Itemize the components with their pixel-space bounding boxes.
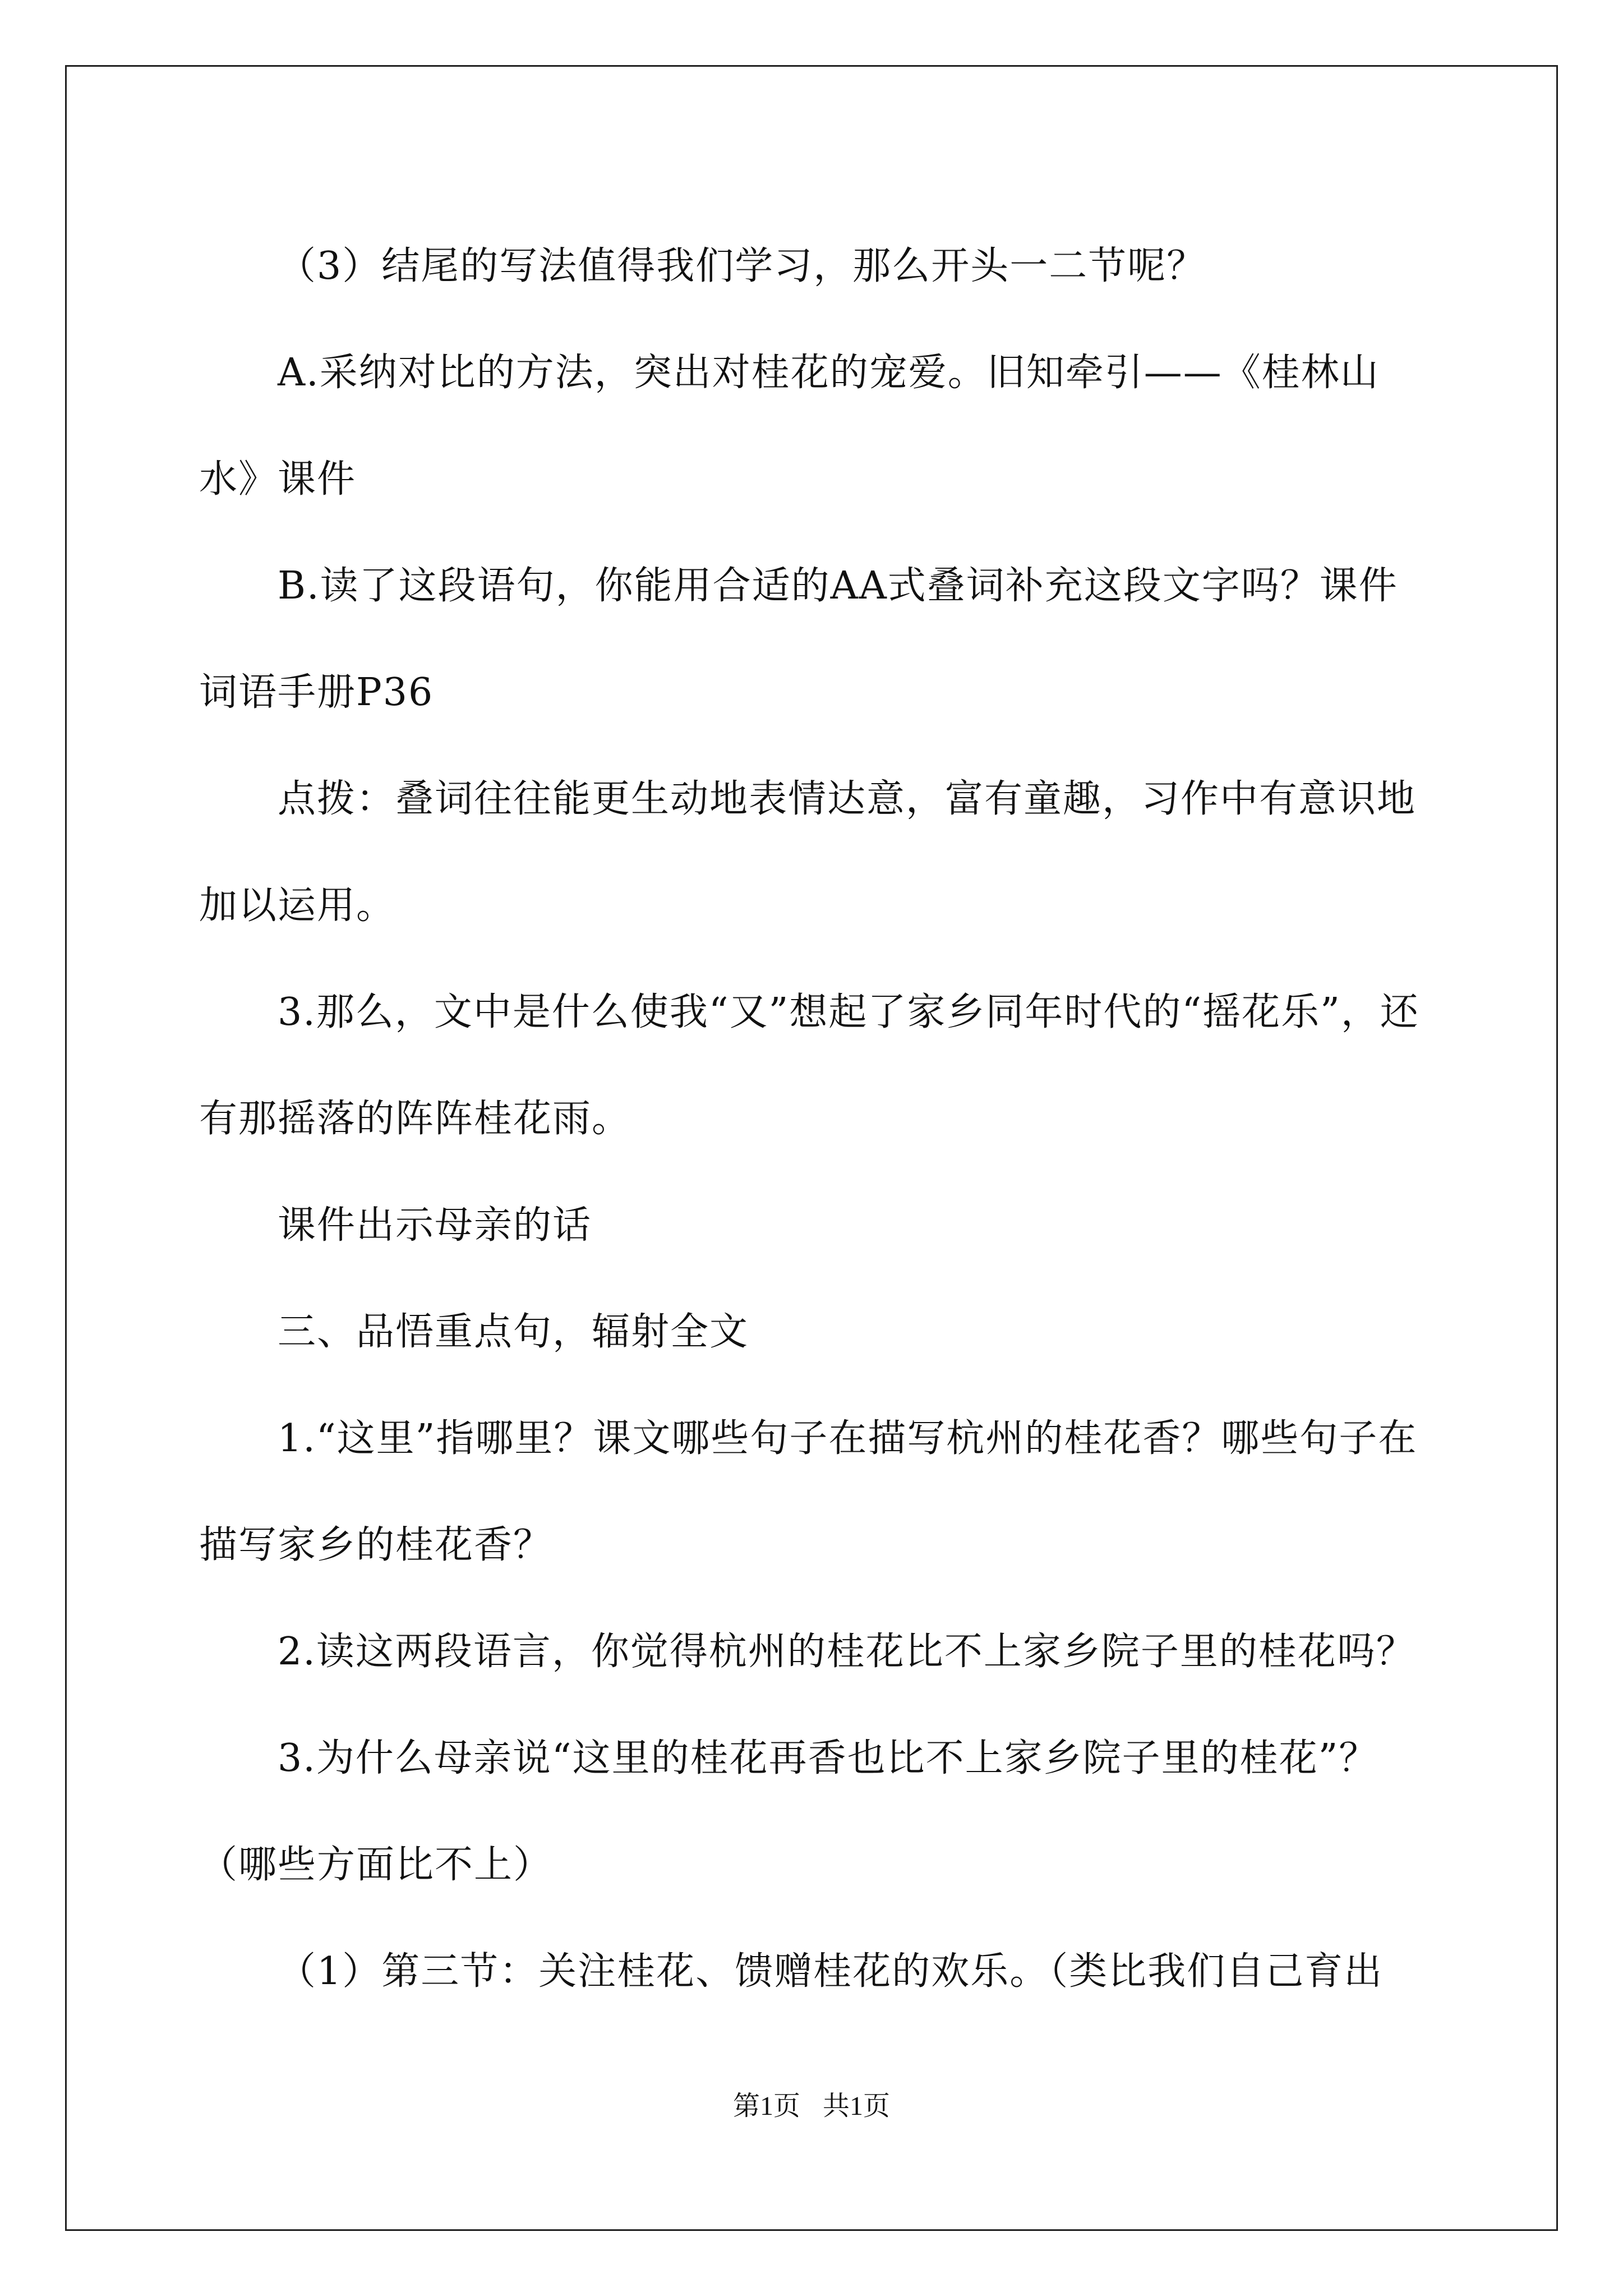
- paragraph-9: 2.读这两段语言，你觉得杭州的桂花比不上家乡院子里的桂花吗？: [278, 1630, 1415, 1674]
- paragraph-10: 3.为什么母亲说“这里的桂花再香也比不上家乡院子里的桂花”？（哪些方面比不上）: [199, 1736, 1378, 1887]
- paragraph-1: （3）结尾的写法值得我们学习，那么开头一二节呢？: [278, 244, 1206, 288]
- page-number-total: 共1页: [823, 2091, 891, 2121]
- paragraph-5: 3.那么，文中是什么使我“又”想起了家乡同年时代的“摇花乐”，还有那摇落的阵阵桂花雨。: [199, 990, 1419, 1141]
- paragraph-3: B.读了这段语句，你能用合适的AA式叠词补充这段文字吗？课件词语手册P36: [199, 564, 1398, 715]
- section-heading: 三、品悟重点句，辐射全文: [278, 1310, 749, 1354]
- paragraph-2: A.采纳对比的方法，突出对桂花的宠爱。旧知牵引——《桂林山水》课件: [199, 351, 1380, 501]
- paragraph-8: 1.“这里”指哪里？课文哪些句子在描写杭州的桂花香？哪些句子在描写家乡的桂花香？: [199, 1416, 1418, 1567]
- paragraph-11: （1）第三节：关注桂花、馈赠桂花的欢乐。（类比我们自己育出: [278, 1949, 1384, 1994]
- document-body: [199, 213, 1433, 2025]
- paragraph-4: 点拨：叠词往往能更生动地表情达意，富有童趣，习作中有意识地加以运用。: [199, 777, 1417, 928]
- page-footer: [0, 2084, 1623, 2123]
- page-number-current: 第1页: [732, 2091, 800, 2121]
- paragraph-6: 课件出示母亲的话: [278, 1203, 592, 1248]
